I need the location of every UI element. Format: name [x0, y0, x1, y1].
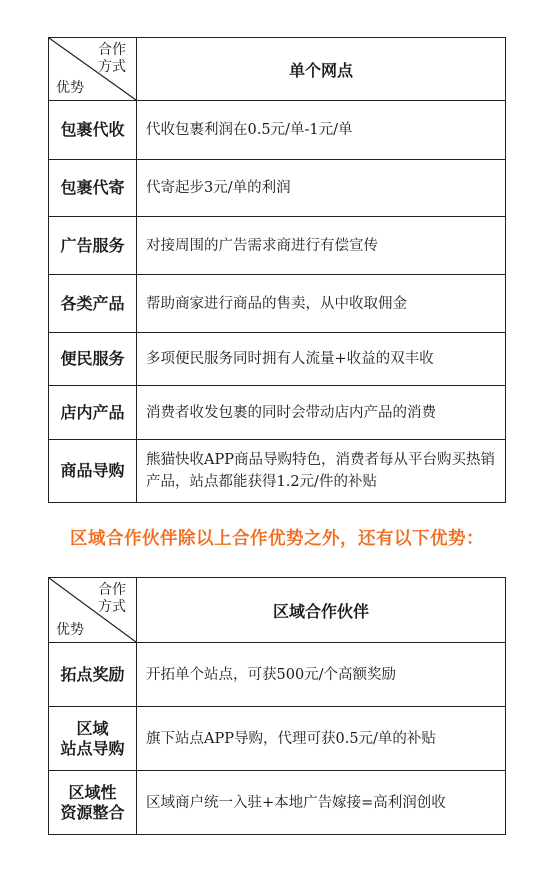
table-row	[49, 707, 506, 771]
row-label: 包裹代寄	[49, 160, 137, 217]
benefits-table-regional	[48, 577, 506, 835]
column-header-single-outlet: 单个网点	[137, 38, 506, 101]
row-text: 代寄起步3元/单的利润	[137, 160, 506, 217]
corner-label-mode	[98, 582, 126, 616]
row-text: 区域商户统一入驻+本地广告嫁接=高利润创收	[137, 771, 506, 835]
row-label-line1: 拓点奖励	[60, 664, 125, 684]
row-label-line1: 区域性	[68, 782, 117, 802]
table-row	[49, 217, 506, 275]
row-text: 开拓单个站点，可获500元/个高额奖励	[137, 643, 506, 707]
table-row	[49, 333, 506, 386]
corner-header-cell	[49, 578, 137, 643]
column-header-regional-partner: 区域合作伙伴	[137, 578, 506, 643]
row-text: 多项便民服务同时拥有人流量+收益的双丰收	[137, 333, 506, 386]
row-label: 各类产品	[49, 275, 137, 333]
row-text: 代收包裹利润在0.5元/单-1元/单	[137, 101, 506, 160]
row-label-line1: 区域	[76, 718, 109, 738]
row-label: 包裹代收	[49, 101, 137, 160]
table-row	[49, 275, 506, 333]
row-label	[49, 771, 137, 835]
row-text: 对接周围的广告需求商进行有偿宣传	[137, 217, 506, 275]
corner-label-advantage: 优势	[56, 80, 84, 96]
corner-label-advantage: 优势	[56, 622, 84, 638]
row-label: 广告服务	[49, 217, 137, 275]
row-label: 商品导购	[49, 440, 137, 503]
table-row	[49, 101, 506, 160]
table-row	[49, 440, 506, 503]
row-text: 消费者收发包裹的同时会带动店内产品的消费	[137, 386, 506, 440]
row-text: 熊猫快收APP商品导购特色，消费者每从平台购买热销产品，站点都能获得1.2元/件的补贴	[137, 440, 506, 503]
row-text: 帮助商家进行商品的售卖，从中收取佣金	[137, 275, 506, 333]
table-row	[49, 771, 506, 835]
row-label: 店内产品	[49, 386, 137, 440]
table-row	[49, 160, 506, 217]
corner-label-mode-line2: 方式	[98, 59, 126, 75]
corner-label-mode-line1: 合作	[98, 42, 126, 58]
benefits-table-single	[48, 37, 506, 503]
row-label	[49, 643, 137, 707]
corner-label-mode-line1: 合作	[98, 582, 126, 598]
table-row	[49, 386, 506, 440]
row-label	[49, 707, 137, 771]
row-text: 旗下站点APP导购，代理可获0.5元/单的补贴	[137, 707, 506, 771]
table-header-row	[49, 38, 506, 101]
row-label-line2: 站点导购	[60, 738, 125, 758]
row-label-line2: 资源整合	[60, 802, 125, 822]
row-label: 便民服务	[49, 333, 137, 386]
regional-partner-promo-heading: 区域合作伙伴除以上合作优势之外，还有以下优势：	[70, 529, 484, 549]
table-row	[49, 643, 506, 707]
corner-header-cell	[49, 38, 137, 101]
table-header-row	[49, 578, 506, 643]
corner-label-mode-line2: 方式	[98, 599, 126, 615]
corner-label-mode	[98, 42, 126, 76]
